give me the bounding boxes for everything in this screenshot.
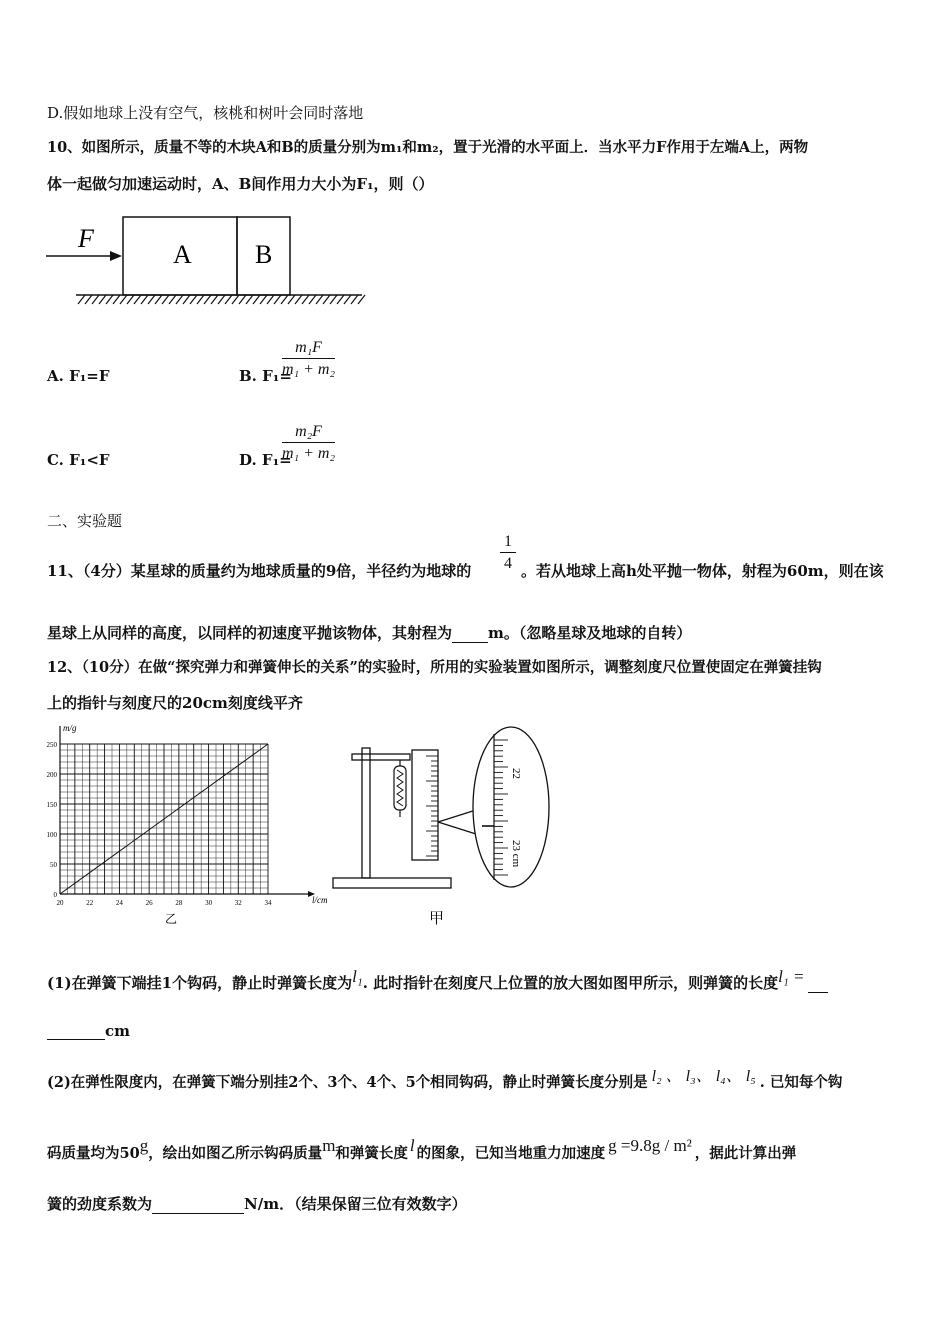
fraction-denominator: 4 — [504, 555, 512, 572]
fraction-numerator: m₂F — [282, 423, 335, 443]
answer-blank-start[interactable] — [808, 992, 828, 993]
q10-blocks-figure — [42, 212, 367, 312]
hatch-stroke — [246, 295, 253, 304]
hatch-stroke — [113, 295, 120, 304]
q10-option-d-prefix: D. F₁= — [239, 451, 292, 469]
stand-base — [333, 878, 451, 888]
hatch-stroke — [141, 295, 148, 304]
q10-option-a: A. F₁=F — [47, 367, 110, 385]
q12-p3-c: 和弹簧长度 — [335, 1145, 408, 1162]
apparatus-caption: 甲 — [429, 911, 445, 927]
y-tick-label: 0 — [53, 891, 57, 899]
q12-part1-cont — [47, 1022, 130, 1040]
hatch-stroke — [197, 295, 204, 304]
q11-fraction — [500, 533, 516, 573]
q10-option-c: C. F₁<F — [47, 451, 110, 469]
hatch-stroke — [183, 295, 190, 304]
answer-blank[interactable] — [152, 1213, 244, 1214]
hatch-stroke — [239, 295, 246, 304]
hatch-stroke — [288, 295, 295, 304]
x-tick-label: 34 — [264, 899, 272, 907]
y-tick-label: 250 — [46, 741, 57, 749]
symbol-l1-eq: l₁ = — [778, 967, 805, 986]
hatch-stroke — [316, 295, 323, 304]
ground-hatch — [78, 295, 365, 304]
q11-line2-a: 星球上从同样的高度，以同样的初速度平抛该物体，其射程为 — [47, 624, 453, 642]
answer-blank[interactable] — [452, 642, 488, 643]
q11-line1-b: 。若从地球上高h处平抛一物体，射程为60m，则在该 — [521, 562, 884, 580]
x-tick-label: 30 — [205, 899, 213, 907]
x-tick-label: 24 — [115, 899, 123, 907]
scale-label-23: 23 cm — [510, 840, 522, 868]
fraction-numerator: m₁F — [282, 339, 335, 359]
hatch-stroke — [190, 295, 197, 304]
q12-p3-d: 的图象，已知当地重力加速度 — [416, 1145, 606, 1162]
hatch-stroke — [106, 295, 113, 304]
hatch-stroke — [85, 295, 92, 304]
hatch-stroke — [78, 295, 85, 304]
hatch-stroke — [323, 295, 330, 304]
q12-p1-unit: cm — [105, 1022, 131, 1040]
symbol-g: g — [139, 1136, 149, 1155]
q12-p2-b: . 已知每个钩 — [759, 1074, 843, 1091]
x-tick-label: 28 — [175, 899, 183, 907]
x-tick-label: 20 — [56, 899, 64, 907]
y-tick-label: 50 — [50, 861, 57, 869]
hatch-stroke — [211, 295, 218, 304]
hatch-stroke — [155, 295, 162, 304]
hatch-stroke — [295, 295, 302, 304]
q10-option-b-fraction — [282, 339, 335, 379]
graph-caption: 乙 — [165, 912, 178, 926]
hatch-stroke — [253, 295, 260, 304]
fraction-denominator: m₁ + m₂ — [282, 445, 336, 462]
q12-p3-a: 码质量均为50 — [47, 1145, 140, 1162]
gravity-value: g =9.8g / m² — [608, 1136, 692, 1155]
q10-stem-line2: 体一起做匀加速运动时，A、B间作用力大小为F₁，则（） — [47, 175, 434, 193]
q10-stem-line1: 10、如图所示，质量不等的木块A和B的质量分别为m₁和m₂，置于光滑的水平面上．当水平力F作用于左端A上，两物 — [47, 139, 809, 156]
q12-part1-line — [47, 967, 828, 993]
callout-pointer — [438, 810, 476, 834]
y-tick-label: 200 — [46, 771, 57, 779]
q12-p2-a: (2)在弹性限度内，在弹簧下端分别挂2个、3个、4个、5个相同钩码，静止时弹簧长度分别是 — [47, 1074, 648, 1091]
q12-graph — [40, 720, 340, 930]
q12-p4-a: 簧的劲度系数为 — [47, 1195, 153, 1213]
hatch-stroke — [92, 295, 99, 304]
hatch-stroke — [218, 295, 225, 304]
stand-rod — [362, 748, 370, 878]
spring-coil — [397, 770, 403, 806]
hatch-stroke — [344, 295, 351, 304]
hatch-stroke — [127, 295, 134, 304]
y-tick-label: 150 — [46, 801, 57, 809]
x-tick-label: 32 — [234, 899, 242, 907]
hatch-stroke — [134, 295, 141, 304]
force-label: F — [78, 224, 94, 253]
hatch-stroke — [274, 295, 281, 304]
q12-p3-e: ，据此计算出弹 — [694, 1145, 797, 1162]
scale-label-22: 22 — [510, 768, 522, 779]
q10-option-b-prefix: B. F₁= — [239, 367, 292, 385]
hatch-stroke — [169, 295, 176, 304]
q11-line1-a: 11、（4分）某星球的质量约为地球质量的9倍，半径约为地球的 — [47, 562, 472, 580]
x-axis-label: l/cm — [312, 895, 328, 905]
answer-blank[interactable] — [47, 1039, 105, 1040]
y-tick-label: 100 — [46, 831, 57, 839]
hatch-stroke — [302, 295, 309, 304]
hatch-stroke — [351, 295, 358, 304]
hatch-stroke — [232, 295, 239, 304]
hatch-stroke — [176, 295, 183, 304]
hatch-stroke — [358, 295, 365, 304]
q12-p1-b: . 此时指针在刻度尺上位置的放大图如图甲所示，则弹簧的长度 — [362, 974, 779, 992]
q10-option-d-fraction — [282, 423, 335, 463]
symbol-l1: l₁ — [352, 967, 363, 986]
x-tick-label: 22 — [86, 899, 94, 907]
y-axis-label: m/g — [63, 723, 77, 733]
hatch-stroke — [330, 295, 337, 304]
hatch-stroke — [267, 295, 274, 304]
hatch-stroke — [260, 295, 267, 304]
q12-stem-line2: 上的指针与刻度尺的20cm刻度线平齐 — [47, 694, 303, 712]
q12-part2-line2 — [47, 1136, 797, 1163]
hatch-stroke — [337, 295, 344, 304]
q9-option-d: D.假如地球上没有空气，核桃和树叶会同时落地 — [47, 104, 364, 122]
stand-arm — [352, 754, 410, 760]
x-tick-label: 26 — [145, 899, 153, 907]
q12-p4-b: N/m．（结果保留三位有效数字） — [244, 1195, 467, 1213]
hatch-stroke — [120, 295, 127, 304]
block-b-label: B — [255, 240, 273, 269]
ruler-ticks — [426, 756, 438, 856]
q12-apparatus — [330, 722, 555, 932]
q12-part2-line3 — [47, 1193, 467, 1214]
fraction-numerator: 1 — [500, 533, 516, 553]
symbol-l: l — [409, 1136, 415, 1155]
section-heading: 二、实验题 — [47, 512, 123, 530]
fraction-denominator: m₁ + m₂ — [282, 361, 336, 378]
symbols-l2-l5: l₂ 、 l₃、 l₄、 l₅ — [651, 1068, 756, 1085]
q12-p1-a: (1)在弹簧下端挂1个钩码，静止时弹簧长度为 — [47, 974, 353, 992]
force-arrow-head — [110, 251, 122, 261]
hatch-stroke — [225, 295, 232, 304]
q12-p3-b: ，绘出如图乙所示钩码质量 — [148, 1145, 323, 1162]
hatch-stroke — [281, 295, 288, 304]
y-tick-labels — [47, 741, 58, 899]
hatch-stroke — [162, 295, 169, 304]
q12-part2-line1 — [47, 1069, 842, 1092]
symbol-m: m — [322, 1136, 336, 1155]
q11-line2-b: m。（忽略星球及地球的自转） — [488, 624, 692, 642]
x-tick-labels — [57, 899, 273, 907]
hatch-stroke — [309, 295, 316, 304]
ruler — [412, 750, 438, 860]
block-a-label: A — [173, 240, 192, 269]
hatch-stroke — [204, 295, 211, 304]
hatch-stroke — [148, 295, 155, 304]
q11-line2 — [47, 622, 691, 643]
hatch-stroke — [99, 295, 106, 304]
q12-stem-line1: 12、（10分）在做“探究弹力和弹簧伸长的关系”的实验时，所用的实验装置如图所示，调整刻度尺位置使固定在弹簧挂钩 — [47, 659, 822, 676]
